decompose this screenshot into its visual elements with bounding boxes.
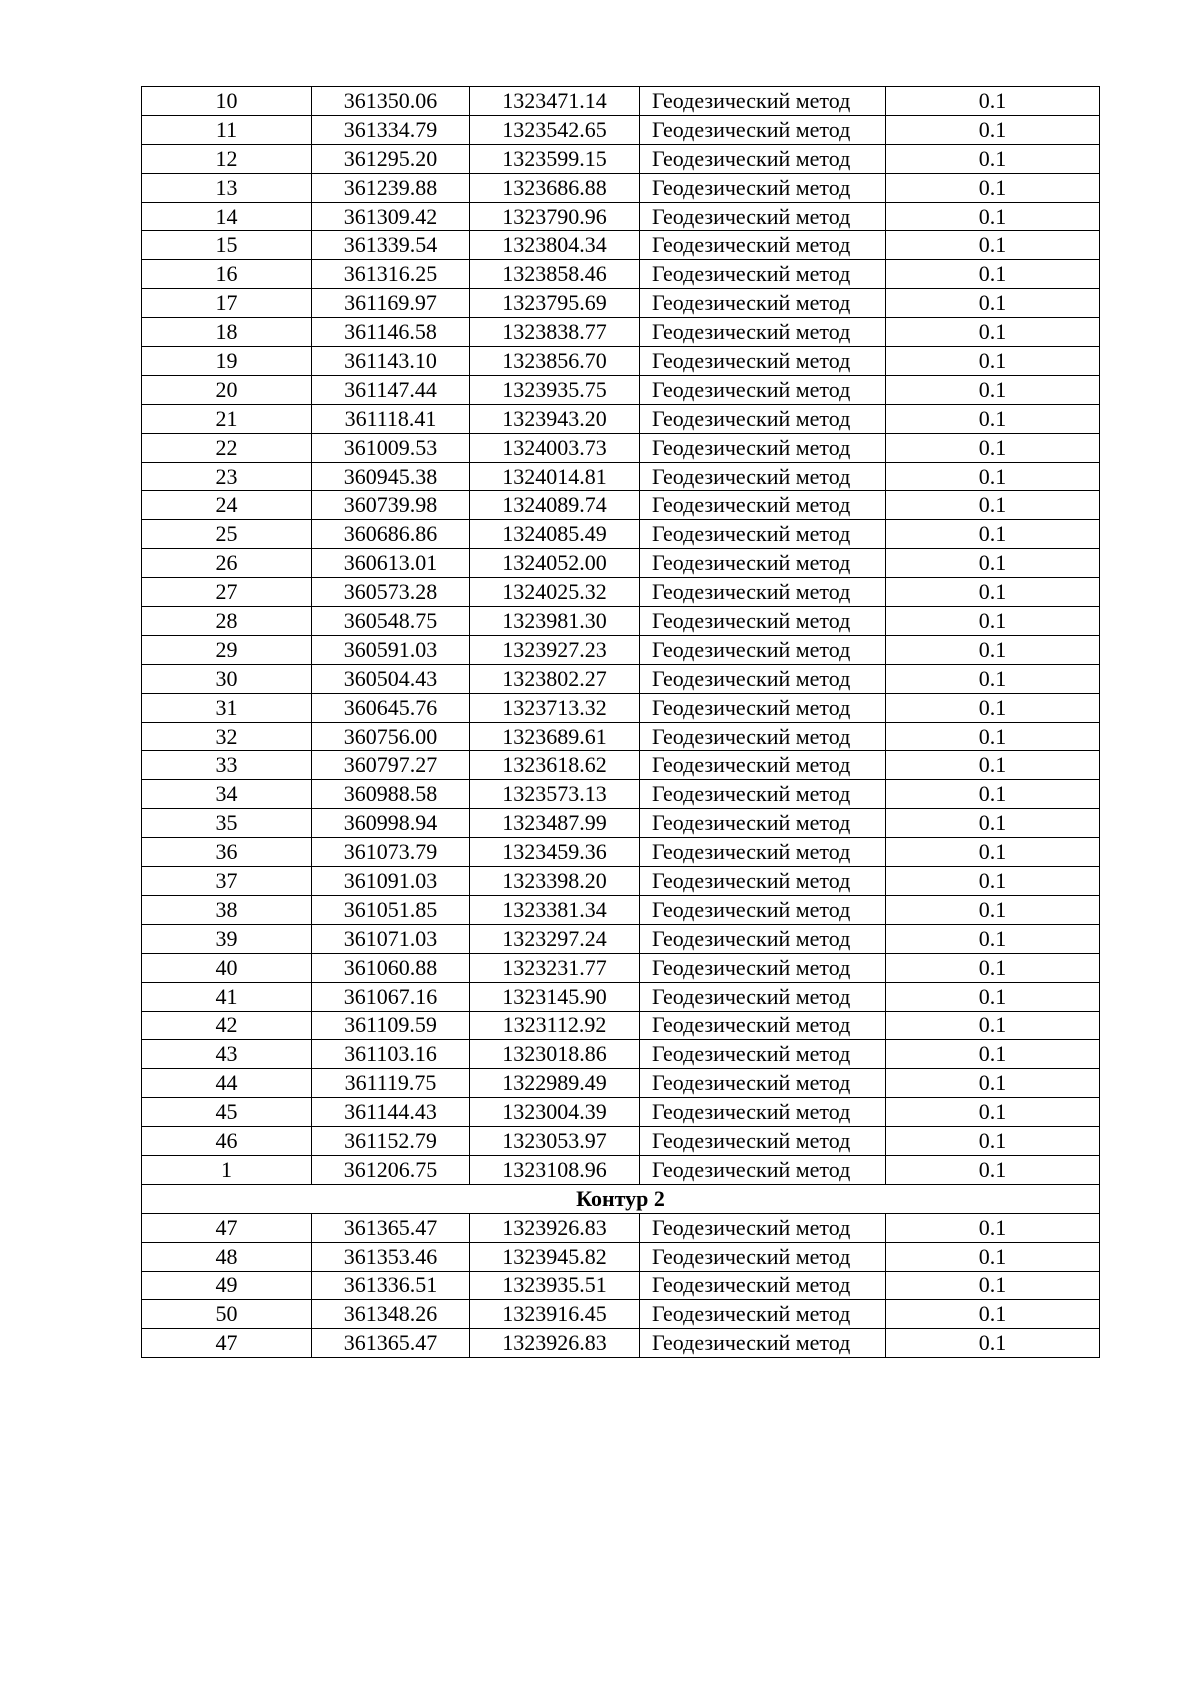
point-number-cell: 26 bbox=[142, 549, 312, 578]
x-coordinate-cell: 361336.51 bbox=[312, 1271, 470, 1300]
accuracy-cell: 0.1 bbox=[886, 780, 1100, 809]
point-number-cell: 17 bbox=[142, 289, 312, 318]
table-row bbox=[142, 578, 1100, 607]
x-coordinate-cell: 361144.43 bbox=[312, 1098, 470, 1127]
y-coordinate-cell: 1323471.14 bbox=[470, 87, 640, 116]
method-cell: Геодезический метод bbox=[640, 1300, 886, 1329]
accuracy-cell: 0.1 bbox=[886, 115, 1100, 144]
table-row bbox=[142, 953, 1100, 982]
method-cell: Геодезический метод bbox=[640, 520, 886, 549]
y-coordinate-cell: 1323686.88 bbox=[470, 173, 640, 202]
x-coordinate-cell: 361353.46 bbox=[312, 1242, 470, 1271]
x-coordinate-cell: 360573.28 bbox=[312, 578, 470, 607]
method-cell: Геодезический метод bbox=[640, 1213, 886, 1242]
y-coordinate-cell: 1323381.34 bbox=[470, 895, 640, 924]
point-number-cell: 33 bbox=[142, 751, 312, 780]
method-cell: Геодезический метод bbox=[640, 953, 886, 982]
accuracy-cell: 0.1 bbox=[886, 260, 1100, 289]
accuracy-cell: 0.1 bbox=[886, 867, 1100, 896]
point-number-cell: 38 bbox=[142, 895, 312, 924]
table-row bbox=[142, 1155, 1100, 1184]
y-coordinate-cell: 1324085.49 bbox=[470, 520, 640, 549]
y-coordinate-cell: 1323926.83 bbox=[470, 1329, 640, 1358]
point-number-cell: 20 bbox=[142, 375, 312, 404]
accuracy-cell: 0.1 bbox=[886, 693, 1100, 722]
x-coordinate-cell: 361365.47 bbox=[312, 1213, 470, 1242]
method-cell: Геодезический метод bbox=[640, 549, 886, 578]
table-row bbox=[142, 462, 1100, 491]
method-cell: Геодезический метод bbox=[640, 982, 886, 1011]
method-cell: Геодезический метод bbox=[640, 924, 886, 953]
x-coordinate-cell: 361073.79 bbox=[312, 838, 470, 867]
point-number-cell: 23 bbox=[142, 462, 312, 491]
table-row bbox=[142, 1098, 1100, 1127]
y-coordinate-cell: 1323487.99 bbox=[470, 809, 640, 838]
y-coordinate-cell: 1323398.20 bbox=[470, 867, 640, 896]
point-number-cell: 49 bbox=[142, 1271, 312, 1300]
method-cell: Геодезический метод bbox=[640, 144, 886, 173]
point-number-cell: 41 bbox=[142, 982, 312, 1011]
point-number-cell: 32 bbox=[142, 722, 312, 751]
point-number-cell: 30 bbox=[142, 664, 312, 693]
table-row bbox=[142, 1300, 1100, 1329]
accuracy-cell: 0.1 bbox=[886, 1213, 1100, 1242]
method-cell: Геодезический метод bbox=[640, 115, 886, 144]
accuracy-cell: 0.1 bbox=[886, 664, 1100, 693]
table-row bbox=[142, 809, 1100, 838]
accuracy-cell: 0.1 bbox=[886, 809, 1100, 838]
point-number-cell: 34 bbox=[142, 780, 312, 809]
y-coordinate-cell: 1323943.20 bbox=[470, 404, 640, 433]
accuracy-cell: 0.1 bbox=[886, 722, 1100, 751]
table-row bbox=[142, 404, 1100, 433]
x-coordinate-cell: 361295.20 bbox=[312, 144, 470, 173]
point-number-cell: 27 bbox=[142, 578, 312, 607]
y-coordinate-cell: 1323542.65 bbox=[470, 115, 640, 144]
table-row bbox=[142, 231, 1100, 260]
x-coordinate-cell: 361109.59 bbox=[312, 1011, 470, 1040]
x-coordinate-cell: 361339.54 bbox=[312, 231, 470, 260]
point-number-cell: 19 bbox=[142, 347, 312, 376]
table-row bbox=[142, 1069, 1100, 1098]
method-cell: Геодезический метод bbox=[640, 433, 886, 462]
point-number-cell: 24 bbox=[142, 491, 312, 520]
x-coordinate-cell: 361071.03 bbox=[312, 924, 470, 953]
accuracy-cell: 0.1 bbox=[886, 1098, 1100, 1127]
point-number-cell: 21 bbox=[142, 404, 312, 433]
point-number-cell: 46 bbox=[142, 1127, 312, 1156]
accuracy-cell: 0.1 bbox=[886, 578, 1100, 607]
accuracy-cell: 0.1 bbox=[886, 1329, 1100, 1358]
x-coordinate-cell: 360686.86 bbox=[312, 520, 470, 549]
table-row bbox=[142, 144, 1100, 173]
y-coordinate-cell: 1322989.49 bbox=[470, 1069, 640, 1098]
y-coordinate-cell: 1323926.83 bbox=[470, 1213, 640, 1242]
accuracy-cell: 0.1 bbox=[886, 895, 1100, 924]
accuracy-cell: 0.1 bbox=[886, 982, 1100, 1011]
method-cell: Геодезический метод bbox=[640, 260, 886, 289]
x-coordinate-cell: 360998.94 bbox=[312, 809, 470, 838]
y-coordinate-cell: 1323112.92 bbox=[470, 1011, 640, 1040]
method-cell: Геодезический метод bbox=[640, 1098, 886, 1127]
point-number-cell: 22 bbox=[142, 433, 312, 462]
x-coordinate-cell: 361091.03 bbox=[312, 867, 470, 896]
point-number-cell: 14 bbox=[142, 202, 312, 231]
table-row bbox=[142, 1271, 1100, 1300]
y-coordinate-cell: 1323713.32 bbox=[470, 693, 640, 722]
table-row bbox=[142, 838, 1100, 867]
accuracy-cell: 0.1 bbox=[886, 144, 1100, 173]
y-coordinate-cell: 1323935.51 bbox=[470, 1271, 640, 1300]
point-number-cell: 16 bbox=[142, 260, 312, 289]
y-coordinate-cell: 1324052.00 bbox=[470, 549, 640, 578]
y-coordinate-cell: 1323297.24 bbox=[470, 924, 640, 953]
table-row bbox=[142, 607, 1100, 636]
y-coordinate-cell: 1323018.86 bbox=[470, 1040, 640, 1069]
x-coordinate-cell: 361350.06 bbox=[312, 87, 470, 116]
x-coordinate-cell: 361334.79 bbox=[312, 115, 470, 144]
table-row bbox=[142, 1242, 1100, 1271]
point-number-cell: 25 bbox=[142, 520, 312, 549]
table-row bbox=[142, 375, 1100, 404]
table-row bbox=[142, 491, 1100, 520]
point-number-cell: 42 bbox=[142, 1011, 312, 1040]
section-title: Контур 2 bbox=[142, 1184, 1100, 1213]
method-cell: Геодезический метод bbox=[640, 1329, 886, 1358]
method-cell: Геодезический метод bbox=[640, 693, 886, 722]
coordinates-table bbox=[141, 86, 1100, 1358]
x-coordinate-cell: 361239.88 bbox=[312, 173, 470, 202]
point-number-cell: 39 bbox=[142, 924, 312, 953]
x-coordinate-cell: 361067.16 bbox=[312, 982, 470, 1011]
method-cell: Геодезический метод bbox=[640, 87, 886, 116]
point-number-cell: 18 bbox=[142, 318, 312, 347]
accuracy-cell: 0.1 bbox=[886, 202, 1100, 231]
accuracy-cell: 0.1 bbox=[886, 1040, 1100, 1069]
accuracy-cell: 0.1 bbox=[886, 953, 1100, 982]
y-coordinate-cell: 1323795.69 bbox=[470, 289, 640, 318]
method-cell: Геодезический метод bbox=[640, 722, 886, 751]
y-coordinate-cell: 1323459.36 bbox=[470, 838, 640, 867]
table-row bbox=[142, 173, 1100, 202]
point-number-cell: 28 bbox=[142, 607, 312, 636]
table-row bbox=[142, 260, 1100, 289]
table-row bbox=[142, 924, 1100, 953]
y-coordinate-cell: 1323935.75 bbox=[470, 375, 640, 404]
x-coordinate-cell: 361146.58 bbox=[312, 318, 470, 347]
x-coordinate-cell: 361118.41 bbox=[312, 404, 470, 433]
x-coordinate-cell: 361169.97 bbox=[312, 289, 470, 318]
point-number-cell: 47 bbox=[142, 1329, 312, 1358]
y-coordinate-cell: 1323981.30 bbox=[470, 607, 640, 636]
table-row bbox=[142, 520, 1100, 549]
y-coordinate-cell: 1324014.81 bbox=[470, 462, 640, 491]
method-cell: Геодезический метод bbox=[640, 173, 886, 202]
table-row bbox=[142, 895, 1100, 924]
y-coordinate-cell: 1323108.96 bbox=[470, 1155, 640, 1184]
method-cell: Геодезический метод bbox=[640, 289, 886, 318]
point-number-cell: 13 bbox=[142, 173, 312, 202]
point-number-cell: 44 bbox=[142, 1069, 312, 1098]
x-coordinate-cell: 361009.53 bbox=[312, 433, 470, 462]
point-number-cell: 35 bbox=[142, 809, 312, 838]
x-coordinate-cell: 361143.10 bbox=[312, 347, 470, 376]
method-cell: Геодезический метод bbox=[640, 895, 886, 924]
x-coordinate-cell: 361206.75 bbox=[312, 1155, 470, 1184]
method-cell: Геодезический метод bbox=[640, 1011, 886, 1040]
x-coordinate-cell: 361152.79 bbox=[312, 1127, 470, 1156]
table-row bbox=[142, 549, 1100, 578]
table-row bbox=[142, 867, 1100, 896]
y-coordinate-cell: 1323689.61 bbox=[470, 722, 640, 751]
table-row bbox=[142, 1213, 1100, 1242]
y-coordinate-cell: 1323053.97 bbox=[470, 1127, 640, 1156]
table-row bbox=[142, 115, 1100, 144]
accuracy-cell: 0.1 bbox=[886, 1155, 1100, 1184]
y-coordinate-cell: 1324089.74 bbox=[470, 491, 640, 520]
method-cell: Геодезический метод bbox=[640, 1069, 886, 1098]
point-number-cell: 48 bbox=[142, 1242, 312, 1271]
method-cell: Геодезический метод bbox=[640, 809, 886, 838]
accuracy-cell: 0.1 bbox=[886, 173, 1100, 202]
y-coordinate-cell: 1324025.32 bbox=[470, 578, 640, 607]
accuracy-cell: 0.1 bbox=[886, 404, 1100, 433]
method-cell: Геодезический метод bbox=[640, 1040, 886, 1069]
y-coordinate-cell: 1323145.90 bbox=[470, 982, 640, 1011]
table-row bbox=[142, 780, 1100, 809]
accuracy-cell: 0.1 bbox=[886, 1069, 1100, 1098]
x-coordinate-cell: 361103.16 bbox=[312, 1040, 470, 1069]
method-cell: Геодезический метод bbox=[640, 231, 886, 260]
table-row bbox=[142, 87, 1100, 116]
accuracy-cell: 0.1 bbox=[886, 87, 1100, 116]
y-coordinate-cell: 1323945.82 bbox=[470, 1242, 640, 1271]
accuracy-cell: 0.1 bbox=[886, 838, 1100, 867]
point-number-cell: 40 bbox=[142, 953, 312, 982]
table-row bbox=[142, 982, 1100, 1011]
point-number-cell: 29 bbox=[142, 635, 312, 664]
accuracy-cell: 0.1 bbox=[886, 607, 1100, 636]
coordinates-table-body bbox=[142, 87, 1100, 1358]
y-coordinate-cell: 1323916.45 bbox=[470, 1300, 640, 1329]
accuracy-cell: 0.1 bbox=[886, 1242, 1100, 1271]
point-number-cell: 31 bbox=[142, 693, 312, 722]
x-coordinate-cell: 361365.47 bbox=[312, 1329, 470, 1358]
method-cell: Геодезический метод bbox=[640, 1155, 886, 1184]
x-coordinate-cell: 360591.03 bbox=[312, 635, 470, 664]
accuracy-cell: 0.1 bbox=[886, 1011, 1100, 1040]
x-coordinate-cell: 360613.01 bbox=[312, 549, 470, 578]
x-coordinate-cell: 360945.38 bbox=[312, 462, 470, 491]
y-coordinate-cell: 1323804.34 bbox=[470, 231, 640, 260]
method-cell: Геодезический метод bbox=[640, 318, 886, 347]
table-row bbox=[142, 722, 1100, 751]
x-coordinate-cell: 360988.58 bbox=[312, 780, 470, 809]
x-coordinate-cell: 360548.75 bbox=[312, 607, 470, 636]
table-row bbox=[142, 693, 1100, 722]
table-row bbox=[142, 751, 1100, 780]
accuracy-cell: 0.1 bbox=[886, 924, 1100, 953]
accuracy-cell: 0.1 bbox=[886, 1300, 1100, 1329]
accuracy-cell: 0.1 bbox=[886, 231, 1100, 260]
table-row bbox=[142, 202, 1100, 231]
y-coordinate-cell: 1323856.70 bbox=[470, 347, 640, 376]
table-row bbox=[142, 1040, 1100, 1069]
y-coordinate-cell: 1323838.77 bbox=[470, 318, 640, 347]
accuracy-cell: 0.1 bbox=[886, 318, 1100, 347]
method-cell: Геодезический метод bbox=[640, 491, 886, 520]
y-coordinate-cell: 1324003.73 bbox=[470, 433, 640, 462]
x-coordinate-cell: 361316.25 bbox=[312, 260, 470, 289]
method-cell: Геодезический метод bbox=[640, 347, 886, 376]
method-cell: Геодезический метод bbox=[640, 202, 886, 231]
accuracy-cell: 0.1 bbox=[886, 1271, 1100, 1300]
method-cell: Геодезический метод bbox=[640, 1127, 886, 1156]
x-coordinate-cell: 360645.76 bbox=[312, 693, 470, 722]
x-coordinate-cell: 360756.00 bbox=[312, 722, 470, 751]
table-row bbox=[142, 1127, 1100, 1156]
method-cell: Геодезический метод bbox=[640, 780, 886, 809]
x-coordinate-cell: 360739.98 bbox=[312, 491, 470, 520]
table-row bbox=[142, 1329, 1100, 1358]
x-coordinate-cell: 361147.44 bbox=[312, 375, 470, 404]
accuracy-cell: 0.1 bbox=[886, 751, 1100, 780]
table-row bbox=[142, 433, 1100, 462]
point-number-cell: 11 bbox=[142, 115, 312, 144]
x-coordinate-cell: 361051.85 bbox=[312, 895, 470, 924]
table-row bbox=[142, 347, 1100, 376]
x-coordinate-cell: 361119.75 bbox=[312, 1069, 470, 1098]
y-coordinate-cell: 1323802.27 bbox=[470, 664, 640, 693]
x-coordinate-cell: 361348.26 bbox=[312, 1300, 470, 1329]
accuracy-cell: 0.1 bbox=[886, 433, 1100, 462]
accuracy-cell: 0.1 bbox=[886, 462, 1100, 491]
method-cell: Геодезический метод bbox=[640, 838, 886, 867]
method-cell: Геодезический метод bbox=[640, 578, 886, 607]
x-coordinate-cell: 360797.27 bbox=[312, 751, 470, 780]
method-cell: Геодезический метод bbox=[640, 1271, 886, 1300]
y-coordinate-cell: 1323927.23 bbox=[470, 635, 640, 664]
method-cell: Геодезический метод bbox=[640, 635, 886, 664]
point-number-cell: 45 bbox=[142, 1098, 312, 1127]
y-coordinate-cell: 1323599.15 bbox=[470, 144, 640, 173]
y-coordinate-cell: 1323231.77 bbox=[470, 953, 640, 982]
point-number-cell: 36 bbox=[142, 838, 312, 867]
method-cell: Геодезический метод bbox=[640, 867, 886, 896]
table-row bbox=[142, 318, 1100, 347]
point-number-cell: 50 bbox=[142, 1300, 312, 1329]
x-coordinate-cell: 361309.42 bbox=[312, 202, 470, 231]
method-cell: Геодезический метод bbox=[640, 664, 886, 693]
y-coordinate-cell: 1323858.46 bbox=[470, 260, 640, 289]
accuracy-cell: 0.1 bbox=[886, 549, 1100, 578]
table-row bbox=[142, 1011, 1100, 1040]
point-number-cell: 47 bbox=[142, 1213, 312, 1242]
method-cell: Геодезический метод bbox=[640, 607, 886, 636]
y-coordinate-cell: 1323790.96 bbox=[470, 202, 640, 231]
point-number-cell: 10 bbox=[142, 87, 312, 116]
accuracy-cell: 0.1 bbox=[886, 491, 1100, 520]
accuracy-cell: 0.1 bbox=[886, 635, 1100, 664]
table-row bbox=[142, 664, 1100, 693]
y-coordinate-cell: 1323573.13 bbox=[470, 780, 640, 809]
y-coordinate-cell: 1323004.39 bbox=[470, 1098, 640, 1127]
method-cell: Геодезический метод bbox=[640, 751, 886, 780]
accuracy-cell: 0.1 bbox=[886, 1127, 1100, 1156]
method-cell: Геодезический метод bbox=[640, 1242, 886, 1271]
point-number-cell: 15 bbox=[142, 231, 312, 260]
point-number-cell: 43 bbox=[142, 1040, 312, 1069]
method-cell: Геодезический метод bbox=[640, 375, 886, 404]
x-coordinate-cell: 360504.43 bbox=[312, 664, 470, 693]
table-row bbox=[142, 635, 1100, 664]
point-number-cell: 1 bbox=[142, 1155, 312, 1184]
accuracy-cell: 0.1 bbox=[886, 375, 1100, 404]
y-coordinate-cell: 1323618.62 bbox=[470, 751, 640, 780]
accuracy-cell: 0.1 bbox=[886, 520, 1100, 549]
accuracy-cell: 0.1 bbox=[886, 289, 1100, 318]
x-coordinate-cell: 361060.88 bbox=[312, 953, 470, 982]
point-number-cell: 37 bbox=[142, 867, 312, 896]
method-cell: Геодезический метод bbox=[640, 462, 886, 491]
section-row bbox=[142, 1184, 1100, 1213]
point-number-cell: 12 bbox=[142, 144, 312, 173]
method-cell: Геодезический метод bbox=[640, 404, 886, 433]
table-row bbox=[142, 289, 1100, 318]
accuracy-cell: 0.1 bbox=[886, 347, 1100, 376]
